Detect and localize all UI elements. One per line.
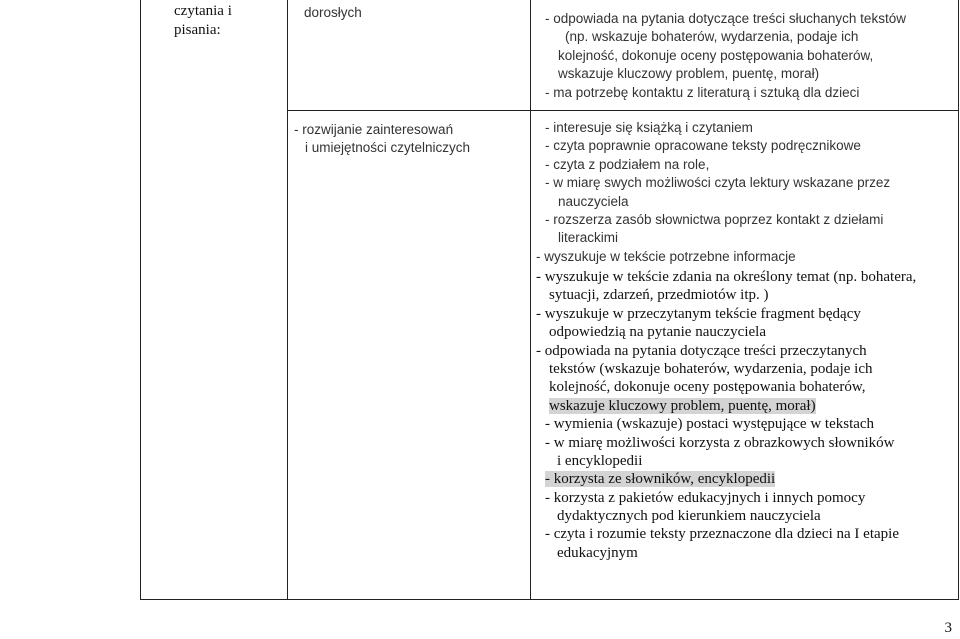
highlighted-text: wskazuje kluczowy problem, puentę, morał): [549, 397, 816, 414]
listening-outcomes: [545, 10, 906, 102]
outcome-line: literackimi: [558, 230, 619, 246]
outcome-line: - w miarę swych możliwości czyta lektury wskazane przez: [545, 175, 891, 191]
outcome-line: - korzysta z pakietów edukacyjnych i innych pomocy: [545, 489, 866, 506]
outcome-line: kolejność, dokonuje oceny postępowania bohaterów,: [558, 47, 874, 63]
row-divider: [287, 110, 958, 111]
outcome-line: - wyszukuje w tekście zdania na określony temat (np. bohatera,: [536, 269, 917, 285]
outcome-line: [536, 470, 916, 488]
skill-area-line-2: i umiejętności czytelniczych: [305, 140, 471, 155]
outcome-line: - w miarę możliwości korzysta z obrazkowych słowników: [545, 434, 895, 451]
page-number: 3: [944, 620, 952, 636]
outcome-line: - czyta poprawnie opracowane teksty podręcznikowe: [545, 138, 861, 154]
outcome-line: [536, 397, 916, 415]
outcome-line: - czyta z podziałem na role,: [545, 156, 710, 172]
outcome-line: - wymienia (wskazuje) postaci występujące w tekstach: [545, 416, 875, 433]
outcome-line: dydaktycznych pod kierunkiem nauczyciela: [557, 508, 821, 525]
outcome-line: edukacyjnym: [557, 544, 638, 561]
reading-outcomes-serif: [536, 268, 916, 562]
outcome-line: - wyszukuje w tekście potrzebne informacje: [536, 248, 796, 264]
outcome-line: tekstów (wskazuje bohaterów, wydarzenia, podaje ich: [549, 360, 873, 377]
outcome-line: - ma potrzebę kontaktu z literaturą i sztuką dla dzieci: [545, 84, 860, 100]
outcome-line: odpowiedzią na pytanie nauczyciela: [549, 324, 766, 341]
outcome-line: - rozszerza zasób słownictwa poprzez kontakt z dziełami: [545, 211, 884, 227]
outcome-line: - odpowiada na pytania dotyczące treści słuchanych tekstów: [545, 11, 906, 26]
outcome-line: kolejność, dokonuje oceny postępowania bohaterów,: [549, 379, 866, 396]
age-group-label: dorosłych: [304, 5, 362, 20]
highlighted-text: - korzysta ze słowników, encyklopedii: [545, 471, 776, 488]
outcome-line: i encyklopedii: [557, 452, 643, 469]
column-divider-2: [530, 0, 531, 599]
curriculum-table: [140, 0, 959, 600]
column-divider-1: [287, 0, 288, 599]
outcome-line: wskazuje kluczowy problem, puentę, morał): [558, 66, 820, 82]
outcome-line: (np. wskazuje bohaterów, wydarzenia, podaje ich: [565, 29, 859, 45]
outcome-line: - wyszukuje w przeczytanym tekście fragment będący: [536, 305, 861, 322]
outcome-line: - odpowiada na pytania dotyczące treści przeczytanych: [536, 342, 867, 359]
outcome-line: - czyta i rozumie teksty przeznaczone dla dzieci na I etapie: [545, 526, 899, 543]
outcome-line: - interesuje się książką i czytaniem: [545, 120, 753, 135]
category-label: czytania i pisania:: [174, 3, 232, 38]
outcome-line: nauczyciela: [558, 193, 629, 209]
outcome-line: sytuacji, zdarzeń, przedmiotów itp. ): [549, 287, 769, 304]
reading-outcomes-sans: [536, 119, 891, 266]
skill-area-line-1: - rozwijanie zainteresowań: [294, 122, 454, 137]
